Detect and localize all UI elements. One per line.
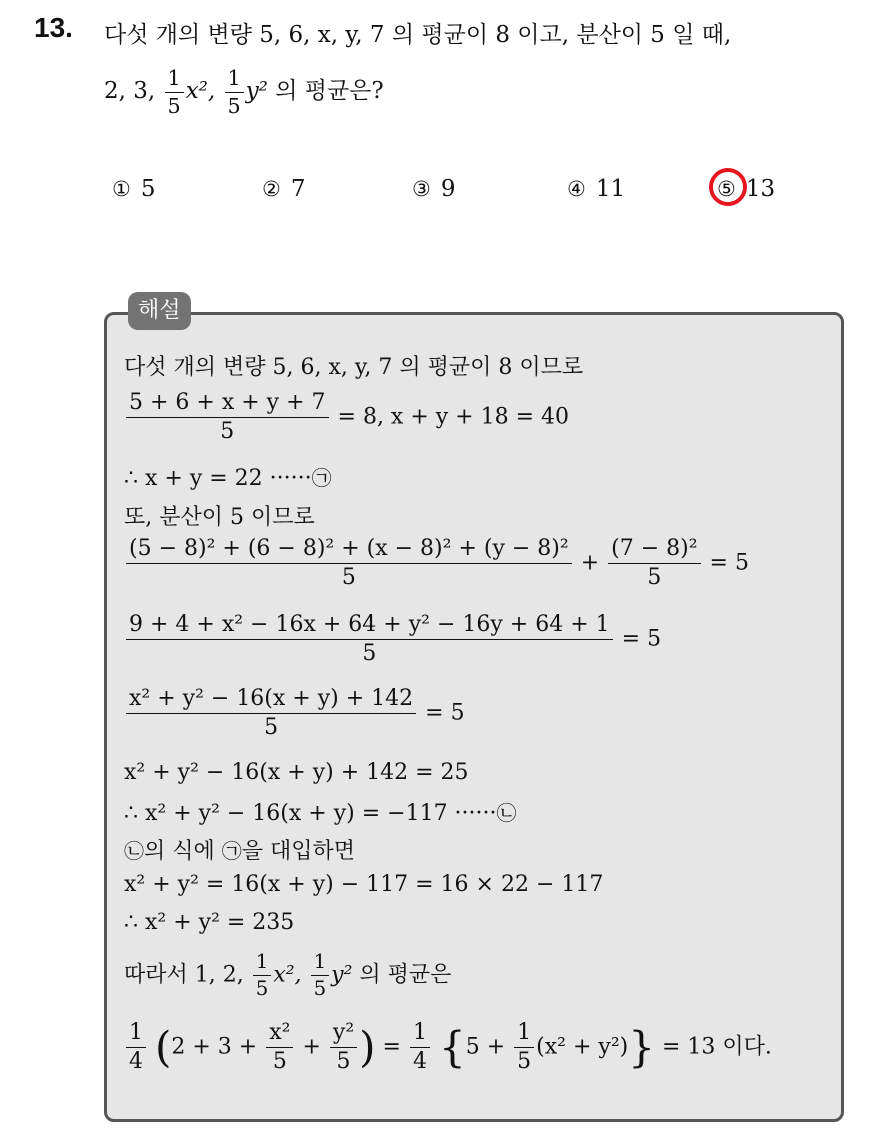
solution-line-10: ㉡의 식에 ㉠을 대입하면 [124, 839, 356, 864]
solution-line-6: $\frac{\text{9 + 4 + x² − 16x + 64 + y² − 16y + 64 + 1}}{5}$ = 5 [124, 614, 661, 665]
solution-line-2: $\frac{5 + 6 + x + y + 7}{5}$ = 8, x + y + 18 = 40 [124, 392, 569, 443]
solution-line-1: 다섯 개의 변량 5, 6, x, y, 7 의 평균이 8 이므로 [124, 355, 584, 380]
solution-tag: 해설 [128, 292, 191, 330]
term-y-squared: y² [245, 78, 268, 105]
choice-1[interactable]: ① 5 [112, 176, 156, 202]
fraction-one-fifth: $\frac{1}{5}$ [165, 68, 184, 116]
answer-choices [112, 176, 812, 210]
solution-line-3: ∴ x + y = 22 ······㉠ [124, 466, 332, 491]
stem-suffix: 의 평균은? [275, 78, 384, 105]
marker-nieun: ㉡ [496, 801, 517, 825]
solution-line-12: ∴ x² + y² = 235 [124, 910, 295, 935]
stem-prefix: 2, 3, [104, 78, 156, 105]
choice-5[interactable]: ⑤ 13 [717, 176, 776, 202]
choice-2[interactable]: ② 7 [262, 176, 306, 202]
solution-line-11: x² + y² = 16(x + y) − 117 = 16 × 22 − 117 [124, 872, 604, 897]
solution-line-5: $\frac{\text{(5 − 8)² + (6 − 8)² + (x − 8)² + (y − 8)²}}{5}$ + $\frac{\text{(7 − 8)²}}{5}$ = 5 [124, 538, 749, 589]
solution-line-7: $\frac{\text{x² + y² − 16(x + y) + 142}}{5}$ = 5 [124, 688, 465, 739]
question-stem-line-1: 다섯 개의 변량 5, 6, x, y, 7 의 평균이 8 이고, 분산이 5 일 때, [104, 22, 732, 48]
term-x-squared: x², [185, 78, 216, 105]
solution-line-8: x² + y² − 16(x + y) + 142 = 25 [124, 760, 469, 785]
choice-3[interactable]: ③ 9 [412, 176, 456, 202]
fraction-one-fifth: $\frac{1}{5}$ [225, 68, 244, 116]
solution-line-9: ∴ x² + y² − 16(x + y) = −117 ······㉡ [124, 801, 517, 826]
question-stem-line-2 [104, 68, 384, 116]
solution-line-13: 따라서 1, 2, $\frac{1}{5}$ x², $\frac{1}{5}$ y² 의 평균은 [124, 950, 452, 1000]
question-number: 13. [34, 12, 73, 43]
choice-4[interactable]: ④ 11 [567, 176, 626, 202]
solution-line-14: $\frac{1}{4}$ (2 + 3 + $\frac{\text{x²}}{5}$ + $\frac{\text{y²}}{5}$ ) = $\frac{1}{4}$ {5 + $\frac{1}{5}$ (x² + y²)} = 13 이다. [124, 1022, 772, 1073]
marker-giyeok: ㉠ [311, 466, 332, 490]
solution-line-4: 또, 분산이 5 이므로 [124, 505, 315, 530]
